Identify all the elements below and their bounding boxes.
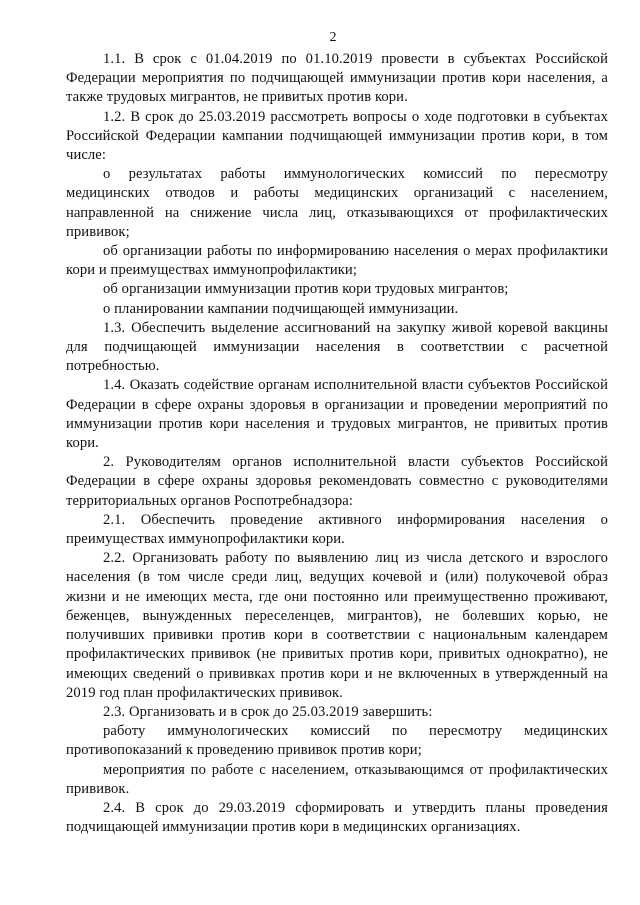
paragraph-1-2-item-commissions: о результатах работы иммунологических комиссий по пересмотру медицинских отводов и работы медицинских организаций с населением, направленной на снижение числа лиц, отказывающихся от профилактических прививок; [66,166,608,240]
paragraph-2-3-item-outreach: мероприятия по работе с населением, отказывающимся от профилактических прививок. [66,761,608,797]
paragraph-2-1: 2.1. Обеспечить проведение активного информирования населения о преимуществах иммунопрофилактики кори. [66,511,608,548]
paragraph-1-3: 1.3. Обеспечить выделение ассигнований на закупку живой коревой вакцины для подчищающей иммунизации населения в соответствии с расчетной потребностью. [66,319,608,375]
document-body [66,50,608,837]
paragraph-2-3-item-commissions: работу иммунологических комиссий по пересмотру медицинских противопоказаний к проведению прививок против кори; [66,723,608,759]
paragraph-1-4: 1.4. Оказать содействие органам исполнительной власти субъектов Российской Федерации в сфере охраны здоровья в организации и проведении мероприятий по иммунизации против кори населения и трудовых мигрантов, не привитых против кори. [66,377,608,452]
paragraph-1-1: 1.1. В срок с 01.04.2019 по 01.10.2019 провести в субъектах Российской Федерации мероприятия по подчищающей иммунизации против кори населения, а также трудовых мигрантов, не привитых против кори. [66,51,608,106]
paragraph-1-2-item-planning: о планировании кампании подчищающей иммунизации. [103,300,459,317]
page-number: 2 [329,30,337,45]
paragraph-2-3: 2.3. Организовать и в срок до 25.03.2019 завершить: [103,703,433,720]
paragraph-1-2-item-informing: об организации работы по информированию населения о мерах профилактики кори и преимуществах иммунопрофилактики; [66,243,608,279]
paragraph-2-2: 2.2. Организовать работу по выявлению лиц из числа детского и взрослого населения (в том числе среди лиц, ведущих кочевой и (или) полукочевой образ жизни и не имеющих места, где они постоянно или преимущественно проживают, беженцев, вынужденных переселенцев, мигрантов), не болевших корью, не получивших прививки против кори в соответствии с национальным календарем профилактических прививок (не привитых против кори, привитых однократно), не имеющих сведений о прививках против кори и не включенных в утвержденный на 2019 год план профилактических прививок. [66,550,608,701]
paragraph-2: 2. Руководителям органов исполнительной власти субъектов Российской Федерации в сфере охраны здоровья рекомендовать совместно с руководителями территориальных органов Роспотребнадзора: [66,454,608,509]
paragraph-1-2: 1.2. В срок до 25.03.2019 рассмотреть вопросы о ходе подготовки в субъектах Российской Федерации кампании подчищающей иммунизации против кори, в том числе: [66,108,608,164]
paragraph-1-2-item-migrants: об организации иммунизации против кори трудовых мигрантов; [103,281,509,298]
paragraph-2-4: 2.4. В срок до 29.03.2019 сформировать и утвердить планы проведения подчищающей иммунизации против кори в медицинских организациях. [66,799,608,836]
